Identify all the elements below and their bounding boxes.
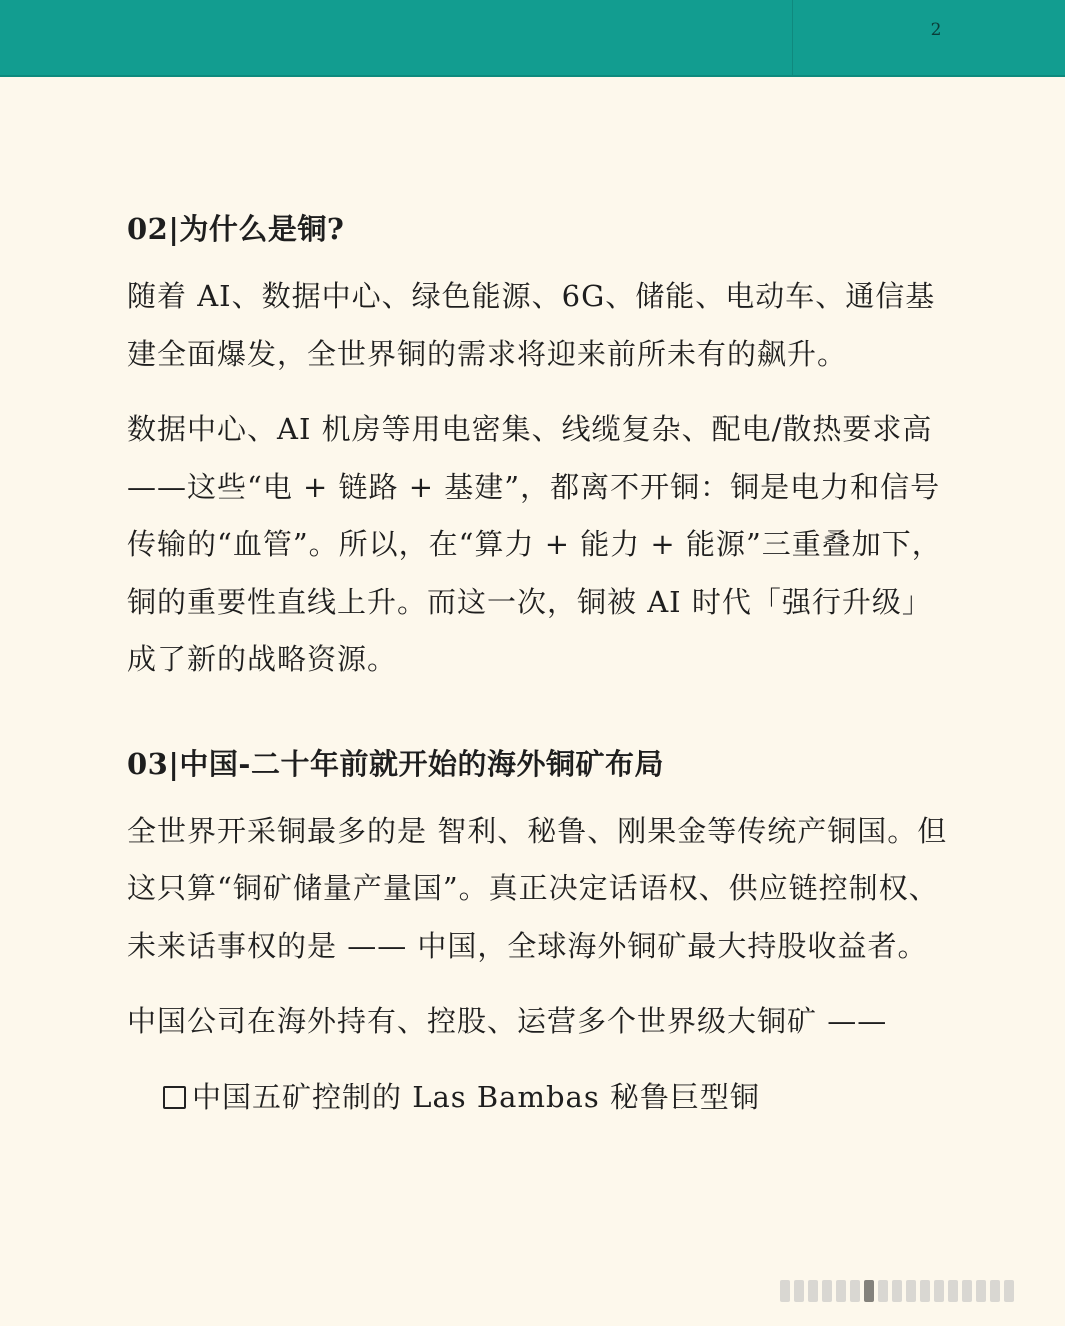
list-item [163, 1069, 957, 1127]
list-item-label: 中国五矿控制的 Las Bambas 秘鲁巨型铜 [192, 1079, 760, 1114]
paragraph: 数据中心、AI 机房等用电密集、线缆复杂、配电/散热要求高——这些“电 + 链路 + 基建”，都离不开铜：铜是电力和信号传输的“血管”。所以，在“算力 + 能力 + 能源”三重叠加下，铜的重要性直线上升。而这一次，铜被 AI 时代「强行升级」成了新的战略资源。 [127, 412, 942, 676]
section-heading-03: 03|中国-二十年前就开始的海外铜矿布局 [127, 746, 664, 781]
watermark-logo [780, 1278, 1035, 1304]
section-heading-02: 02|为什么是铜? [127, 212, 345, 246]
paragraph: 随着 AI、数据中心、绿色能源、6G、储能、电动车、通信基建全面爆发，全世界铜的需求将迎来前所未有的飙升。 [127, 279, 936, 371]
article-body [127, 196, 957, 1126]
paragraph: 中国公司在海外持有、控股、运营多个世界级大铜矿 —— [127, 1004, 888, 1038]
page-number: 2 [930, 20, 942, 40]
banner-divider [792, 0, 793, 75]
paragraph: 全世界开采铜最多的是 智利、秘鲁、刚果金等传统产铜国。但这只算“铜矿储量产量国”。真正决定话语权、供应链控制权、未来话事权的是 —— 中国，全球海外铜矿最大持股收益者。 [127, 813, 948, 963]
checkbox-icon [163, 1086, 186, 1109]
top-banner [0, 0, 1065, 77]
